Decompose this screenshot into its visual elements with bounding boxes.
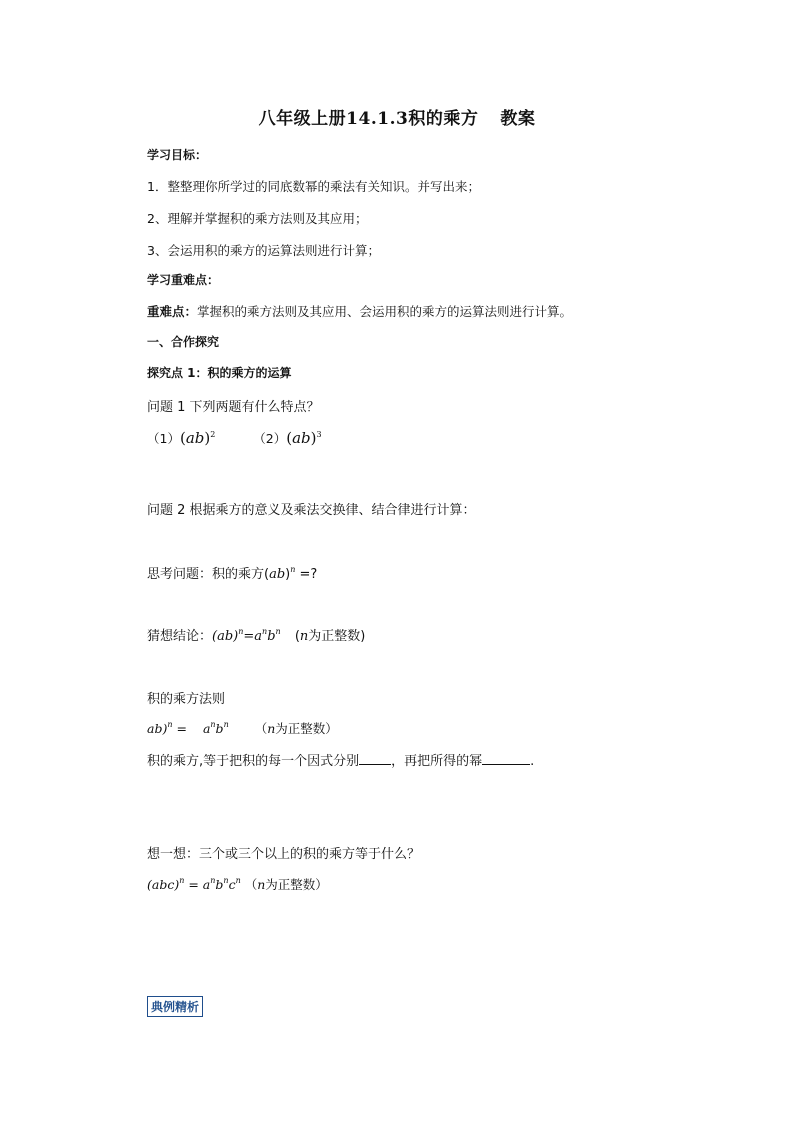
think-question xyxy=(147,563,317,582)
objectives-heading: 学习目标： xyxy=(147,148,208,162)
item-1-exponent: 2 xyxy=(210,430,216,439)
think-more-b: b xyxy=(215,877,224,892)
section-heading: 一、合作探究 xyxy=(147,335,220,349)
guess-prefix: 猜想结论： xyxy=(147,629,213,644)
think-more-cond-var: n xyxy=(257,877,266,892)
item-2-label: （2） xyxy=(253,431,287,446)
rule-cond-text: 为正整数） xyxy=(275,721,338,736)
guess-eq: =a xyxy=(243,629,263,644)
objective-item-1: 1．整整理你所学过的同底数幂的乘法有关知识。并写出来； xyxy=(147,179,480,194)
rule-exp-3: n xyxy=(223,720,229,729)
item-1-label: （1） xyxy=(147,431,180,446)
rule-statement xyxy=(147,750,534,769)
think-more-exp-2: n xyxy=(210,876,216,885)
think-more-lhs: (abc) xyxy=(147,877,180,892)
section-subheading: 探究点 1：积的乘方的运算 xyxy=(147,366,292,380)
item-2-base: ab xyxy=(292,429,311,447)
think-suffix: =? xyxy=(295,567,318,582)
think-more-exp-3: n xyxy=(223,876,229,885)
rule-statement-end: . xyxy=(530,754,535,769)
document-title xyxy=(0,104,794,129)
item-2-expression: (ab)$^3$ xyxy=(286,429,322,447)
think-more-cond-text: 为正整数） xyxy=(265,877,328,892)
key-points-label: 重难点： xyxy=(147,304,198,319)
blank-2[interactable] xyxy=(482,752,530,765)
question-2-text: 问题 2 根据乘方的意义及乘法交换律、结合律进行计算： xyxy=(147,503,476,518)
guess-conclusion xyxy=(147,625,365,644)
think-more-question: 想一想：三个或三个以上的积的乘方等于什么？ xyxy=(147,847,421,862)
title-main: 八年级上册14.1.3积的乘方 xyxy=(258,109,479,129)
guess-exp-3: n xyxy=(275,627,281,636)
rule-exp-2: n xyxy=(210,720,216,729)
guess-b: b xyxy=(267,629,276,644)
question-1-text: 问题 1 下列两题有什么特点？ xyxy=(147,400,320,415)
item-1-expression: (ab)$^2$ xyxy=(179,429,216,447)
guess-exp-1: n xyxy=(238,627,244,636)
rule-eq: = xyxy=(172,721,187,736)
guess-exp-2: n xyxy=(262,627,268,636)
rule-b: b xyxy=(215,721,224,736)
think-more-exp-1: n xyxy=(179,876,185,885)
guess-cond-open: ( xyxy=(294,629,300,644)
rule-cond-var: n xyxy=(267,721,276,736)
rule-lhs: ab) xyxy=(147,721,168,736)
objective-item-3: 3、会运用积的乘方的运算法则进行计算； xyxy=(147,243,380,258)
key-points-line xyxy=(147,302,572,320)
question-1-items xyxy=(147,429,322,447)
rule-statement-part-1: 积的乘方,等于把积的每一个因式分别 xyxy=(147,754,360,769)
guess-lhs: (ab) xyxy=(212,629,239,644)
key-points-text: 掌握积的乘方法则及其应用、会运用积的乘方的运算法则进行计算。 xyxy=(197,304,573,319)
title-suffix: 教案 xyxy=(500,109,536,129)
think-more-exp-4: n xyxy=(235,876,241,885)
rule-a: a xyxy=(202,721,211,736)
think-more-c: c xyxy=(228,877,236,892)
rule-exp-1: n xyxy=(167,720,173,729)
item-1-base: ab xyxy=(185,429,205,447)
example-analysis-badge: 典例精析 xyxy=(147,996,203,1017)
guess-cond-var: n xyxy=(299,629,309,644)
guess-cond-text: 为正整数) xyxy=(308,629,366,644)
think-base: ab xyxy=(269,567,286,582)
think-exponent: n xyxy=(290,565,296,574)
think-more-eq: = a xyxy=(184,877,211,892)
rule-statement-part-2: ，再把所得的幂 xyxy=(391,754,483,769)
rule-formula xyxy=(147,719,338,737)
objective-item-2: 2、理解并掌握积的乘方法则及其应用； xyxy=(147,211,368,226)
rule-cond-open: （ xyxy=(254,721,268,736)
blank-1[interactable] xyxy=(359,752,391,765)
think-more-formula xyxy=(147,875,328,893)
rule-heading: 积的乘方法则 xyxy=(147,692,226,707)
key-points-heading: 学习重难点： xyxy=(147,273,220,287)
think-close: ) xyxy=(285,567,291,582)
think-more-cond-open: （ xyxy=(240,877,258,892)
item-2-exponent: 3 xyxy=(316,430,322,439)
think-prefix: 思考问题：积的乘方( xyxy=(147,567,270,582)
